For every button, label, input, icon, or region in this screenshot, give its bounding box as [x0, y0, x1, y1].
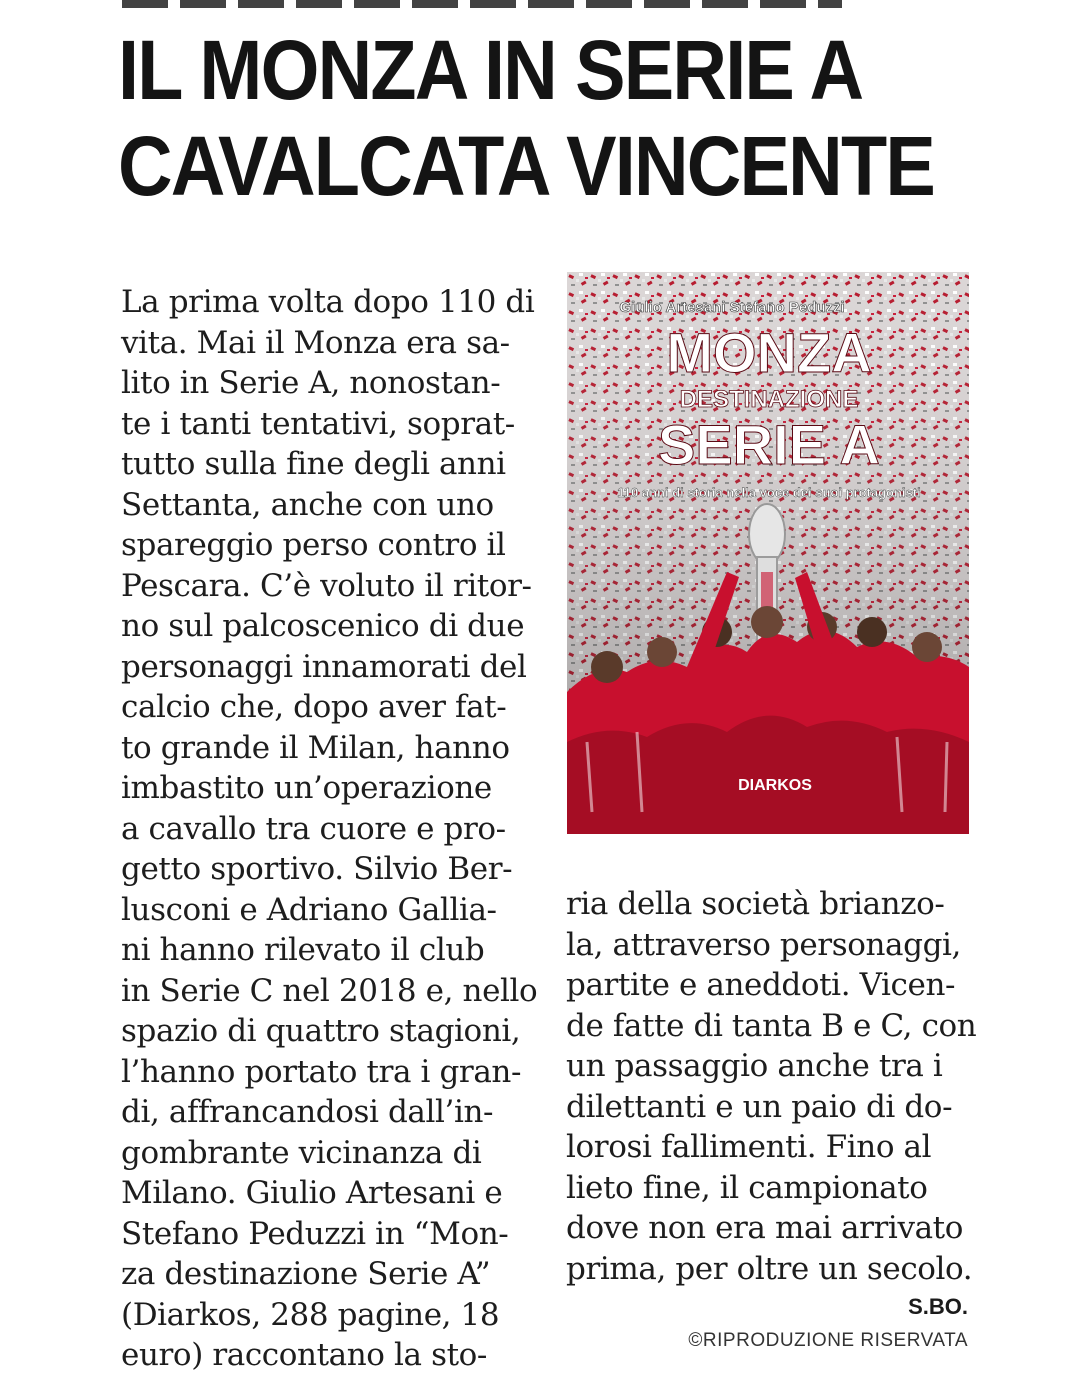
headline-line-1: IL MONZA IN SERIE A — [118, 23, 863, 117]
article-text-line: lusconi e Adriano Gallia- — [121, 891, 497, 928]
article-text-line: te i tanti tentativi, soprat- — [121, 405, 515, 442]
article-text-line: l’hanno portato tra i gran- — [121, 1053, 522, 1090]
article-text-line: lito in Serie A, nonostan- — [121, 365, 501, 401]
article-text-line: lieto fine, il campionato — [566, 1169, 928, 1206]
article-text-line: getto sportivo. Silvio Ber- — [121, 851, 513, 887]
article-text-line: ni hanno rilevato il club — [121, 932, 485, 968]
cover-title-bottom: SERIE A — [658, 413, 880, 476]
article-text-line: Stefano Peduzzi in “Mon- — [121, 1215, 509, 1252]
article-right-column — [566, 884, 976, 1289]
article-text-line: un passaggio anche tra i — [566, 1048, 943, 1084]
cover-subtitle: 110 anni di storia nella voce dei suoi protagonisti — [617, 485, 921, 500]
article-text-line: Milano. Giulio Artesani e — [121, 1175, 503, 1211]
article-text-line: partite e aneddoti. Vicen- — [566, 967, 956, 1003]
article-text-line: za destinazione Serie A” — [121, 1256, 491, 1292]
article-text-line: in Serie C nel 2018 e, nello — [121, 972, 538, 1009]
article-text-line: a cavallo tra cuore e pro- — [121, 810, 506, 847]
headline-line-2: CAVALCATA VINCENTE — [118, 119, 934, 213]
article-text-line: di, affrancandosi dall’in- — [121, 1094, 494, 1130]
article-text-line: Pescara. C’è voluto il ritor- — [121, 567, 532, 604]
article-text-line: lorosi fallimenti. Fino al — [566, 1129, 932, 1165]
article-left-column — [121, 282, 537, 1376]
article-text-line: personaggi innamorati del — [121, 648, 527, 685]
article-text-line: prima, per oltre un secolo. — [566, 1250, 973, 1287]
article-text-line: to grande il Milan, hanno — [121, 729, 510, 766]
article-text-line: la, attraverso personaggi, — [566, 926, 961, 963]
article-text-line: spazio di quattro stagioni, — [121, 1013, 521, 1049]
article-text-line: gombrante vicinanza di — [121, 1134, 482, 1171]
article-text-line: imbastito un’operazione — [121, 770, 492, 806]
kicker-line — [122, 0, 842, 8]
article-text-line: spareggio perso contro il — [121, 527, 506, 563]
article-text-line: Settanta, anche con uno — [121, 486, 494, 523]
article-text-line: calcio che, dopo aver fat- — [121, 689, 507, 725]
book-cover — [567, 272, 969, 834]
cover-authors: Giulio Artesani Stefano Peduzzi — [619, 299, 845, 316]
article-text-line: ria della società brianzo- — [566, 886, 945, 922]
article-text-line: dove non era mai arrivato — [566, 1210, 963, 1246]
copyright-notice: ©RIPRODUZIONE RISERVATA — [688, 1330, 968, 1351]
article-text-line: de fatte di tanta B e C, con — [566, 1007, 977, 1044]
cover-publisher: DIARKOS — [738, 777, 812, 794]
headline — [118, 22, 934, 214]
article-text-line: dilettanti e un paio di do- — [566, 1088, 953, 1125]
author-signature: S.BO. — [908, 1294, 968, 1319]
article-text-line: vita. Mai il Monza era sa- — [121, 324, 510, 361]
article-text-line: euro) raccontano la sto- — [121, 1337, 487, 1373]
cover-title-top: MONZA — [666, 321, 872, 384]
article-text-line: tutto sulla fine degli anni — [121, 446, 506, 482]
article-text-line: no sul palcoscenico di due — [121, 608, 525, 644]
article-text-line: (Diarkos, 288 pagine, 18 — [121, 1296, 500, 1333]
cover-title-middle: DESTINAZIONE — [679, 386, 859, 413]
article-text-line: La prima volta dopo 110 di — [121, 284, 535, 320]
